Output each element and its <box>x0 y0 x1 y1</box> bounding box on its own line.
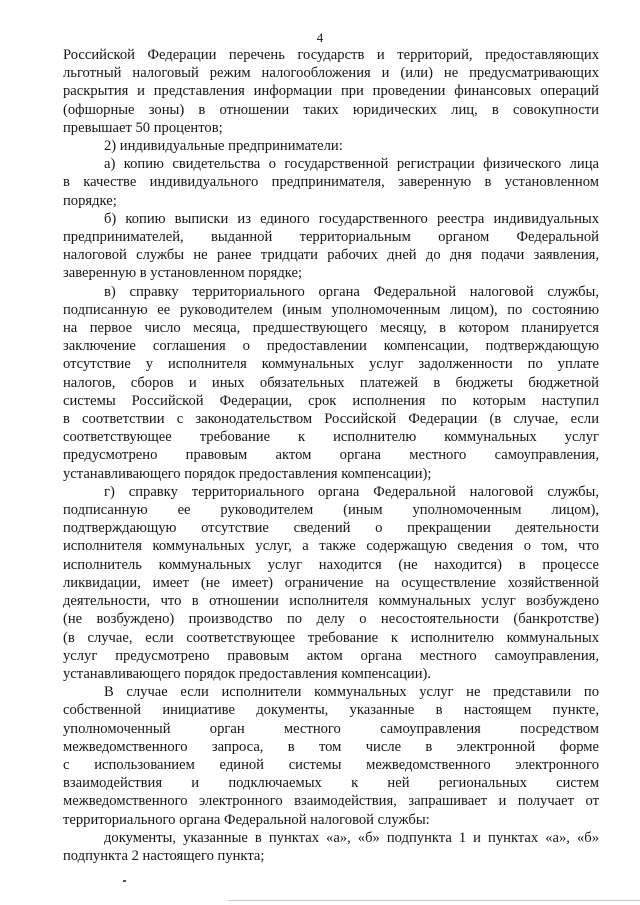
text-line: б) копию выписки из единого государственного реестра индивидуальных <box>104 210 599 227</box>
text-line: с использованием единой системы межведомственного электронного <box>63 756 599 773</box>
text-line: уполномоченный орган местного самоуправления посредством <box>63 720 599 737</box>
text-line: заверенную в установленном порядке; <box>63 265 303 282</box>
document-body <box>63 46 599 865</box>
text-line: налогов, сборов и иных обязательных платежей в бюджеты бюджетной <box>63 374 599 391</box>
text-line: раскрытия и представления информации при проведении финансовых операций <box>63 83 599 100</box>
text-line: исполнитель коммунальных услуг находится (не находится) в процессе <box>63 556 599 573</box>
text-line: порядке; <box>63 192 117 209</box>
text-line: в соответствии с законодательством Российской Федерации (в случае, если <box>63 411 599 428</box>
text-line: Российской Федерации перечень государств и территорий, предоставляющих <box>63 47 599 63</box>
text-line: налоговой службы не ранее тридцати рабочих дней до дня подачи заявления, <box>63 247 599 264</box>
text-line: устанавливающего порядок предоставления компенсации). <box>63 665 432 682</box>
text-line: подписанную ее руководителем (иным уполномоченным лицом), <box>63 502 599 519</box>
text-line: отсутствие у исполнителя коммунальных услуг задолженности по уплате <box>63 356 599 373</box>
text-line: (офшорные зоны) в отношении таких юридических лиц, в совокупности <box>63 101 599 118</box>
text-line: (не возбуждено) производство по делу о несостоятельности (банкротстве) <box>63 611 599 628</box>
text-line: услуг предусмотрено правовым актом органа местного самоуправления, <box>63 647 599 664</box>
text-line: подтверждающую отсутствие сведений о прекращении деятельности <box>63 520 599 537</box>
text-line: межведомственного запроса, в том числе в электронной форме <box>63 738 599 755</box>
text-line: подписанную ее руководителем (иным уполномоченным лицом), по состоянию <box>63 301 599 318</box>
text-line: межведомственного электронного взаимодействия, запрашивает и получает от <box>63 793 599 810</box>
text-line: в качестве индивидуального предпринимателя, заверенную в установленном <box>63 174 599 191</box>
text-line: заключение соглашения о предоставлении компенсации, подтверждающую <box>63 338 599 355</box>
text-line: документы, указанные в пунктах «а», «б» подпункта 1 и пунктах «а», «б» <box>104 829 599 846</box>
text-line: ликвидации, имеет (не имеет) ограничение на осуществление хозяйственной <box>63 574 599 591</box>
text-line: а) копию свидетельства о государственной регистрации физического лица <box>104 156 599 173</box>
text-line: 2) индивидуальные предприниматели: <box>104 138 343 155</box>
text-line: (в случае, если соответствующее требование к исполнителю коммунальных <box>63 629 599 646</box>
text-line: подпункта 2 настоящего пункта; <box>63 847 265 864</box>
text-line: В случае если исполнители коммунальных услуг не представили по <box>104 684 599 701</box>
text-line: г) справку территориального органа Федеральной налоговой службы, <box>104 483 599 500</box>
text-line: на первое число месяца, предшествующего месяцу, в котором планируется <box>63 320 599 337</box>
text-line: в) справку территориального органа Федеральной налоговой службы, <box>104 283 599 300</box>
text-line: собственной инициативе документы, указанные в настоящем пункте, <box>63 702 599 719</box>
scan-speck <box>123 880 126 882</box>
text-line: предпринимателей, выданной территориальным органом Федеральной <box>63 229 599 246</box>
scan-edge-line <box>228 900 640 901</box>
text-line: системы Российской Федерации, срок исполнения по которым наступил <box>63 392 599 409</box>
text-line: деятельности, что в отношении исполнителя коммунальных услуг возбуждено <box>63 593 599 610</box>
text-line: предусмотрено правовым актом органа местного самоуправления, <box>63 447 599 464</box>
text-line: соответствующее требование к исполнителю коммунальных услуг <box>63 429 599 446</box>
text-line: превышает 50 процентов; <box>63 119 223 136</box>
page-number: 4 <box>316 30 324 45</box>
text-line: территориального органа Федеральной налоговой службы: <box>63 811 430 828</box>
text-line: устанавливающего порядок предоставления компенсации); <box>63 465 432 482</box>
text-line: взаимодействия и подключаемых к ней региональных систем <box>63 775 599 792</box>
text-line: исполнителя коммунальных услуг, а также содержащую сведения о том, что <box>63 538 599 555</box>
text-line: льготный налоговый режим налогообложения и (или) не предусматривающих <box>63 65 599 82</box>
